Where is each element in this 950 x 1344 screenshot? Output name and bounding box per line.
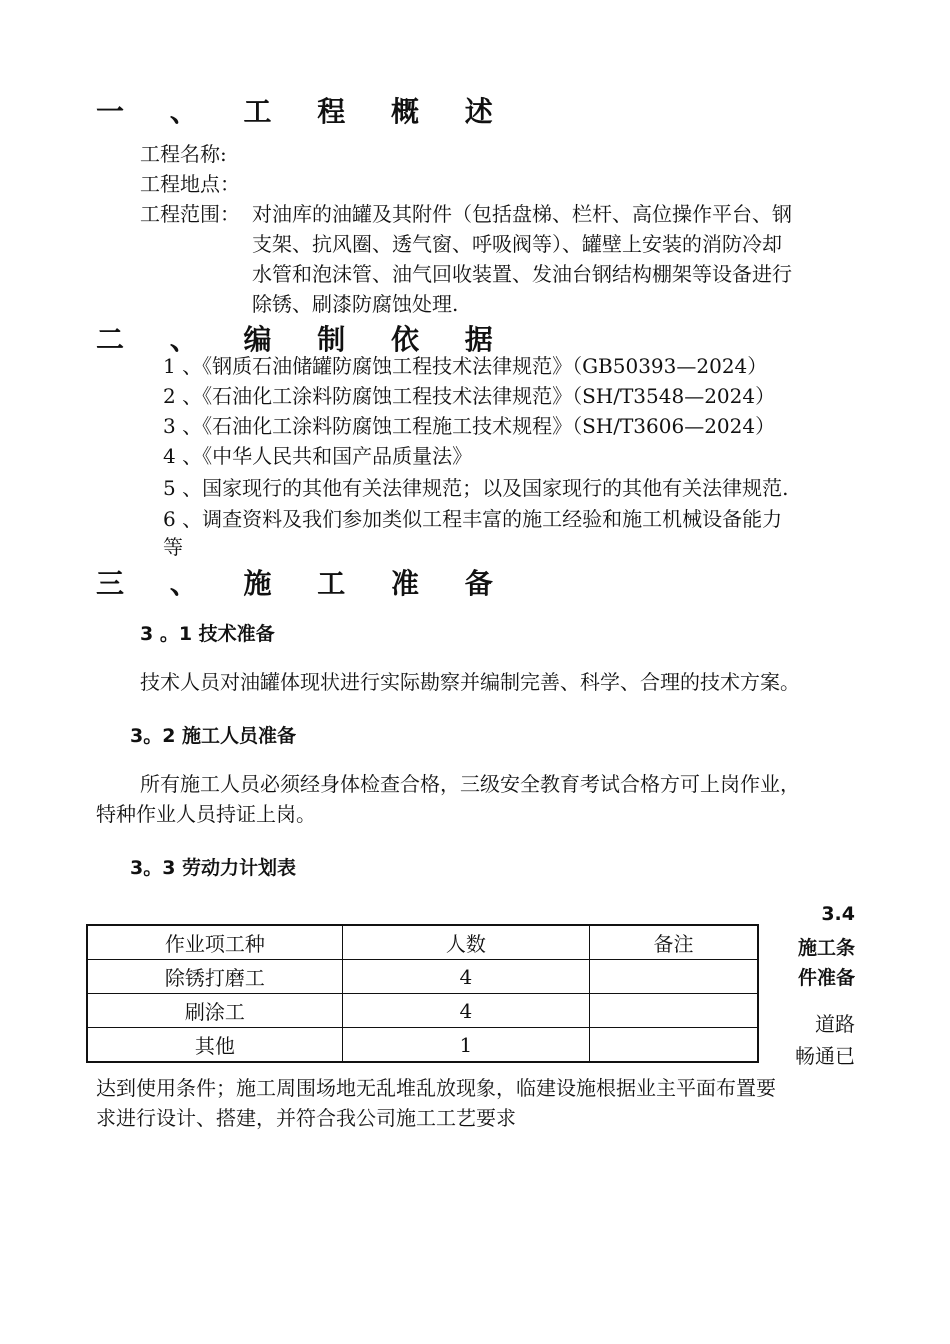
technical-prep-text: 技术人员对油罐体现状进行实际勘察并编制完善、科学、合理的技术方案。 [140,670,800,694]
scope-line: 支架、抗风圈、透气窗、呼吸阀等）、罐壁上安装的消防冷却 [252,232,782,256]
section-heading-preparation: 三 、 施 工 准 备 [96,567,511,600]
table-row [87,960,758,994]
table-cell: 4 [342,994,589,1028]
site-prep-text: 求进行设计、搭建，并符合我公司施工工艺要求 [96,1106,516,1130]
section-heading-overview: 一 、 工 程 概 述 [96,95,511,128]
table-header-row [87,925,758,960]
project-location-label: 工程地点： [140,172,240,196]
subsection-title-site: 件准备 [797,967,855,989]
basis-item: 等 [163,535,183,559]
subsection-title-technical: 3 。1 技术准备 [140,623,275,645]
project-scope-label: 工程范围： [140,202,240,226]
table-cell: 刷涂工 [87,994,342,1028]
basis-item: 3 、《石油化工涂料防腐蚀工程施工技术规程》（SH/T3606—2024） [163,414,776,438]
table-cell: 4 [342,960,589,994]
scope-line: 水管和泡沫管、油气回收装置、发油台钢结构棚架等设备进行 [252,262,792,286]
basis-item: 5 、国家现行的其他有关法律规范；以及国家现行的其他有关法律规范. [163,476,789,500]
site-prep-text: 达到使用条件；施工周围场地无乱堆乱放现象，临建设施根据业主平面布置要 [96,1076,776,1100]
personnel-prep-text: 所有施工人员必须经身体检查合格，三级安全教育考试合格方可上岗作业， [140,772,800,796]
site-prep-text: 道路 [815,1012,855,1036]
site-prep-text: 畅通已 [795,1044,855,1068]
subsection-title-site: 施工条 [797,937,855,959]
table-cell [589,960,758,994]
table-cell [589,1028,758,1063]
section-heading-basis: 二 、 编 制 依 据 [96,323,511,356]
table-header-cell: 作业项工种 [87,925,342,960]
subsection-title-personnel: 3。2 施工人员准备 [130,725,297,747]
table-cell [589,994,758,1028]
project-name-label: 工程名称: [140,142,227,166]
scope-line: 除锈、刷漆防腐蚀处理. [252,292,459,316]
basis-item: 4 、《中华人民共和国产品质量法》 [163,444,473,468]
table-cell: 除锈打磨工 [87,960,342,994]
basis-item: 2 、《石油化工涂料防腐蚀工程技术法律规范》（SH/T3548—2024） [163,384,776,408]
basis-item: 1 、《钢质石油储罐防腐蚀工程技术法律规范》（GB50393—2024） [163,354,768,378]
table-cell: 1 [342,1028,589,1063]
scope-line: 对油库的油罐及其附件（包括盘梯、栏杆、高位操作平台、钢 [252,202,792,226]
subsection-number-site: 3.4 [821,903,855,925]
table-row [87,1028,758,1063]
table-row [87,994,758,1028]
table-header-cell: 备注 [589,925,758,960]
table-cell: 其他 [87,1028,342,1063]
basis-item: 6 、调查资料及我们参加类似工程丰富的施工经验和施工机械设备能力 [163,507,783,531]
table-header-cell: 人数 [342,925,589,960]
subsection-title-labor-plan: 3。3 劳动力计划表 [130,857,297,879]
labor-plan-table [86,924,759,1063]
personnel-prep-text: 特种作业人员持证上岗。 [96,802,316,826]
